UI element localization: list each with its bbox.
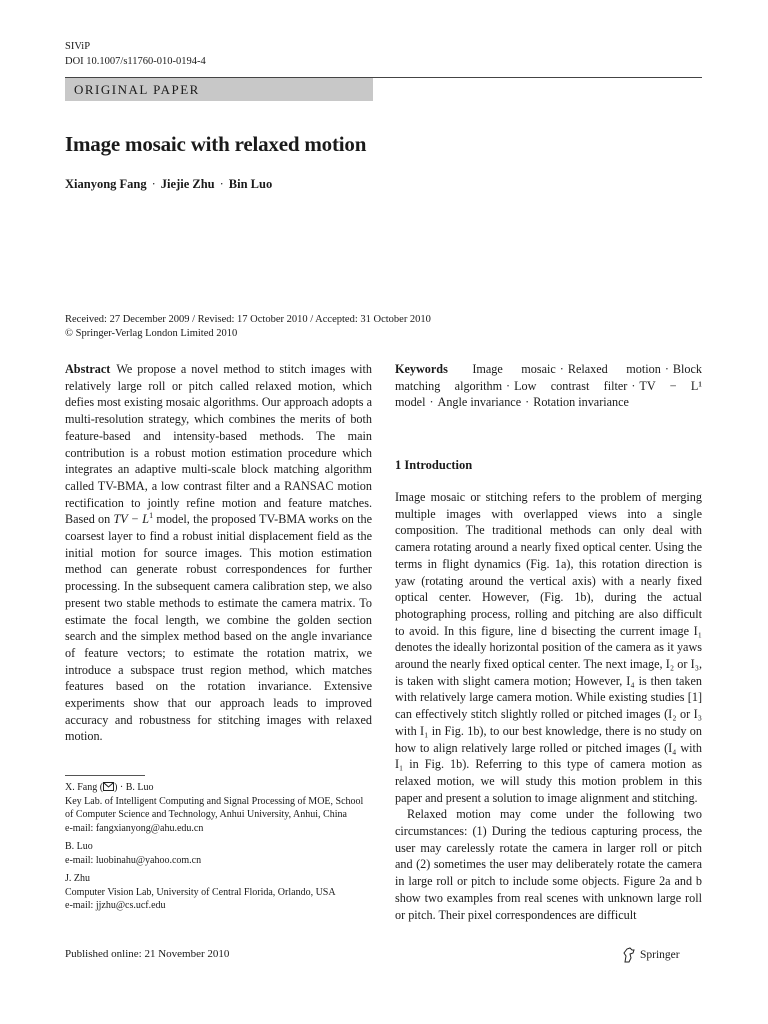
footnote-rule — [65, 775, 145, 776]
journal-name: SIViP — [65, 41, 91, 52]
affiliation-line: Computer Vision Lab, University of Central Florida, Orlando, USA — [65, 886, 336, 898]
author-separator: · — [219, 177, 224, 191]
keywords-label: Keywords — [395, 362, 448, 376]
author-name[interactable]: Jiejie Zhu — [160, 177, 215, 191]
math-superscript: 1 — [149, 511, 154, 521]
envelope-icon[interactable] — [103, 782, 114, 791]
abstract-text: We propose a novel method to stitch images with relatively large roll or pitch called relaxed motion, which defies most existing mosaic algorithms. Our approach adopts a multi-resolution strategy, which combines the merits of both feature-based and intensity-based methods. The main contribution is a robust motion estimation procedure which integrates an adaptive multi-scale block matching algorithm called TV-BMA, a low contrast filter and a RANSAC motion rectification to jointly refine motion and feature matches. Based on — [65, 362, 372, 527]
publisher-logo — [622, 947, 680, 963]
abstract-text: model, the proposed TV-BMA works on the coarsest layer to find a robust initial displacement field as the initial motion for source images. This motion estimation method can generate robust correspondences for further processing. In the subsequent camera calibration step, we also present two stable methods to estimate the camera matrix. To estimate the focal length, we combine the golden section search and the simplex method based on the angle invariance of feature vectors; to estimate the rotation matrix, we introduce a subspace trust region method, which matches features based on the rotation invariance. Extensive experiments show that our approach leads to improved accuracy and robustness for stitching images with relaxed motion. — [65, 512, 372, 744]
email[interactable]: e-mail: luobinahu@yahoo.com.cn — [65, 854, 202, 866]
abstract-label: Abstract — [65, 362, 111, 376]
author-name[interactable]: Xianyong Fang — [65, 177, 147, 191]
paragraph: Relaxed motion may come under the following two circumstances: (1) During the tedious capturing process, the user may carelessly rotate the camera in larger roll or pitch and (2) sometimes the user may deliberately rotate the camera in large roll or pitch to include some objects. Figure 2a and b show two examples from real scenes with unknown large roll or pitch. Their pixel correspondences are difficult — [395, 807, 702, 922]
keyword: Low contrast filter — [514, 378, 628, 393]
copyright-notice: © Springer-Verlag London Limited 2010 — [65, 328, 238, 339]
affiliation-line: Key Lab. of Intelligent Computing and Signal Processing of MOE, School of Computer Science and Technology, Anhui University, Anhui, China — [65, 795, 364, 820]
article-type-banner — [65, 78, 373, 101]
paper-title: Image mosaic with relaxed motion — [65, 132, 367, 156]
affiliation-line: X. Fang ( ) · B. Luo — [65, 782, 154, 793]
abstract — [65, 361, 372, 745]
springer-horse-icon — [622, 947, 636, 963]
history-dates: Received: 27 December 2009 / Revised: 17 October 2010 / Accepted: 31 October 2010 — [65, 314, 431, 325]
introduction-body — [395, 489, 702, 923]
email[interactable]: e-mail: fangxianyong@ahu.edu.cn — [65, 822, 204, 834]
author-name[interactable]: Bin Luo — [228, 177, 273, 191]
keyword: Relaxed motion — [567, 362, 661, 376]
math-tv-l1: TV − L — [113, 512, 150, 527]
author-list — [65, 177, 272, 192]
keyword: TV − L¹ model — [395, 378, 702, 410]
author-separator: · — [151, 177, 156, 191]
keywords: Keywords Image mosaic · Relaxed motion · Block matching algorithm · Low contrast filter · TV − L¹ model · Angle invariance · Rotation invariance — [395, 362, 702, 410]
keyword: Rotation invariance — [533, 395, 629, 410]
section-heading: 1 Introduction — [395, 458, 473, 472]
doi[interactable]: DOI 10.1007/s11760-010-0194-4 — [65, 56, 206, 67]
keyword: Angle invariance — [437, 395, 522, 410]
affiliation-line: J. Zhu — [65, 873, 90, 884]
affiliations — [65, 781, 372, 918]
email[interactable]: e-mail: jjzhu@cs.ucf.edu — [65, 900, 166, 911]
affiliation-line: B. Luo — [65, 841, 93, 852]
paragraph: Image mosaic or stitching refers to the problem of merging multiple images with overlapped views into a single composition. The traditional methods can only deal with camera rotating around a nearly fixed optical center. Using the terms in flight dynamics (Fig. 1a), this rotation direction is yaw (rotating around the vertical axis) with a nearly fixed optical center. However, (Fig. 1b), during the actual photographing process, rolling and pitching are also difficult to avoid. In this figure, line d bisecting the current image I₁ denotes the ideally horizontal position of the camera as it yaws around the nearly fixed optical center. The next image, I₂ or I₃, is taken with slight camera motion; However, I₄ is then taken with relatively large camera motion. While existing studies [1] can effectively stitch slightly rolled or pitched images (I₂ or I₃ with I₁ in Fig. 1b), to our best knowledge, there is no study on how to align relatively large rolled or pitched images (I₄ with I₁ in Fig. 1b). Referring to this type of camera motion as relaxed motion, we will study this motion problem in this paper and present a solution to image alignment and stitching. — [395, 490, 702, 805]
publisher-name: Springer — [640, 949, 680, 961]
article-type-label: ORIGINAL PAPER — [74, 82, 200, 97]
keyword: Image mosaic — [472, 362, 556, 376]
published-date: Published online: 21 November 2010 — [65, 948, 230, 960]
keyword: Block matching algorithm — [395, 362, 702, 393]
